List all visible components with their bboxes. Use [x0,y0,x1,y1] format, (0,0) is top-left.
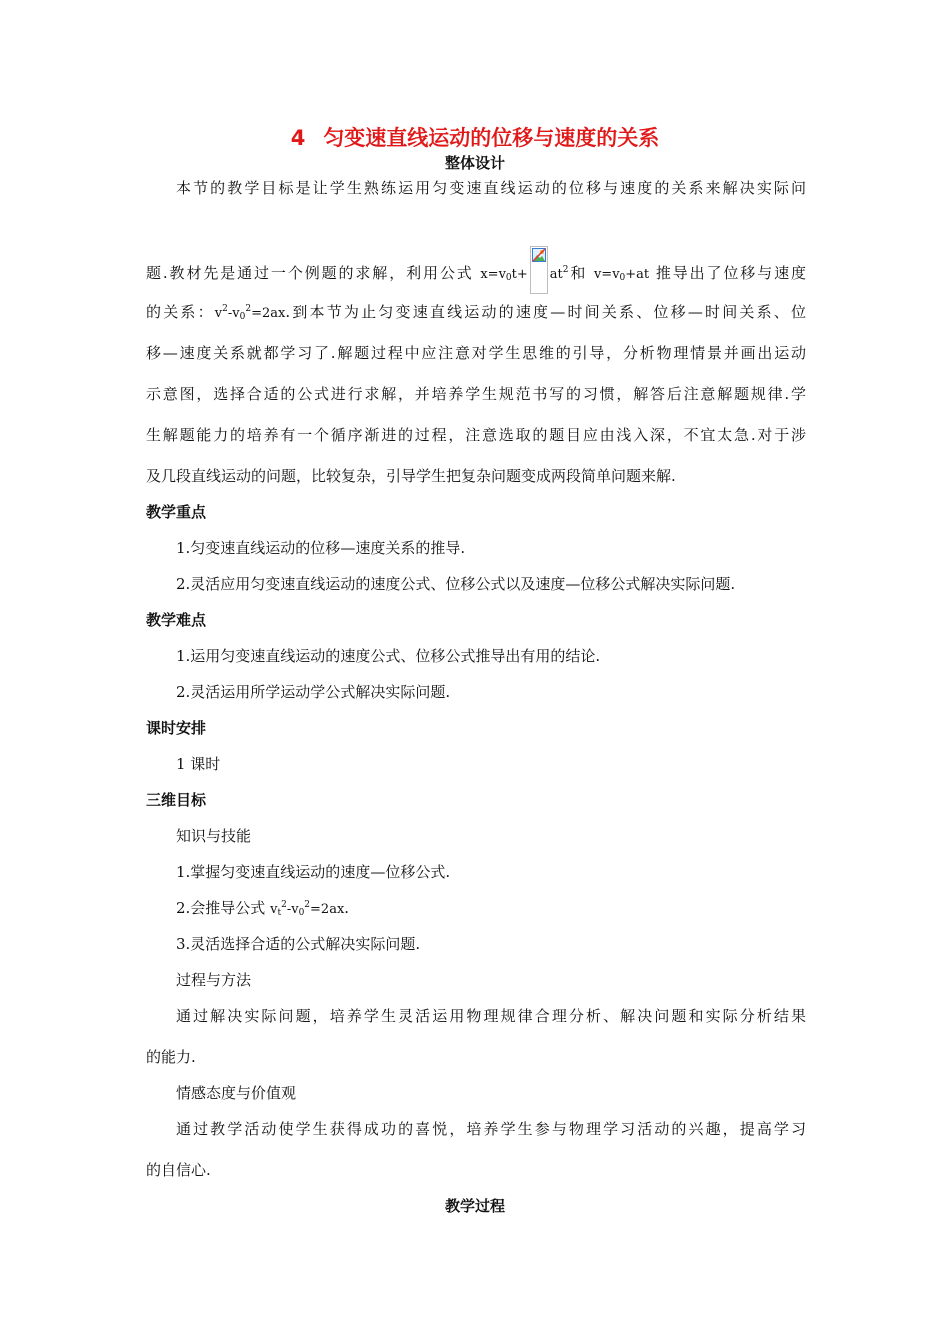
knowledge-item: 2.会推导公式 $v_t^2-v_0^2=2ax$. [176,899,350,918]
schedule-heading: 课时安排 [146,719,207,737]
intro-line-2: 题.教材先是通过一个例题的求解，利用公式 $x=v_0t+$ $at^2$和 $v=v_0+at$ 推导出了位移与速度 [146,246,806,294]
intro-line-1: 本节的教学目标是让学生熟练运用匀变速直线运动的位移与速度的关系来解决实际问 [176,179,806,197]
formula-velocity: $v=v_0+at$ [593,267,650,283]
section-subtitle: 整体设计 [444,154,505,172]
key-point-item: 2.灵活应用匀变速直线运动的速度公式、位移公式以及速度—位移公式解决实际问题. [176,575,736,593]
intro-line-6: 生解题能力的培养有一个循序渐进的过程，注意选取的题目应由浅入深，不宜太急.对于涉 [146,426,806,444]
formula-displacement: $x=v_0t+$ [480,267,528,283]
knowledge-item: 1.掌握匀变速直线运动的速度—位移公式. [176,863,451,881]
formula-vt-squared: $v_t^2-v_0^2=2ax$ [270,900,345,918]
intro-line-4: 移—速度关系就都学习了.解题过程中应注意对学生思维的引导，分析物理情景并画出运动 [146,344,806,362]
intro-line-3: 的关系：$v^2-v_0^2=2ax$.到本节为止匀变速直线运动的速度—时间关系、位移—时间关系、位 [146,303,806,322]
process-method-line-1: 通过解决实际问题，培养学生灵活运用物理规律合理分析、解决问题和实际分析结果 [176,1007,806,1025]
difficult-points-heading: 教学难点 [146,611,207,629]
key-point-item: 1.匀变速直线运动的位移—速度关系的推导. [176,539,466,557]
difficult-point-item: 1.运用匀变速直线运动的速度公式、位移公式推导出有用的结论. [176,647,601,665]
lesson-number: 4 [290,126,306,150]
schedule-value: 1 课时 [176,755,221,773]
emotion-line-1: 通过教学活动使学生获得成功的喜悦，培养学生参与物理学习活动的兴趣，提高学习 [176,1120,806,1138]
key-points-heading: 教学重点 [146,503,207,521]
knowledge-heading: 知识与技能 [176,827,252,845]
emotion-heading: 情感态度与价值观 [176,1084,297,1102]
process-method-line-2: 的能力. [146,1048,196,1066]
broken-image-icon [530,246,548,294]
lesson-title-text: 匀变速直线运动的位移与速度的关系 [323,126,660,150]
teaching-process-heading: 教学过程 [444,1197,505,1215]
difficult-point-item: 2.灵活运用所学运动学公式解决实际问题. [176,683,451,701]
knowledge-item: 3.灵活选择合适的公式解决实际问题. [176,935,421,953]
lesson-title [0,122,950,152]
emotion-line-2: 的自信心. [146,1161,211,1179]
intro-line-7: 及几段直线运动的问题，比较复杂，引导学生把复杂问题变成两段简单问题来解. [146,467,676,485]
process-method-heading: 过程与方法 [176,971,252,989]
intro-line-5: 示意图，选择合适的公式进行求解，并培养学生规范书写的习惯，解答后注意解题规律.学 [146,385,806,403]
formula-velocity-displacement: $v^2-v_0^2=2ax$ [214,304,286,322]
objectives-heading: 三维目标 [146,791,207,809]
